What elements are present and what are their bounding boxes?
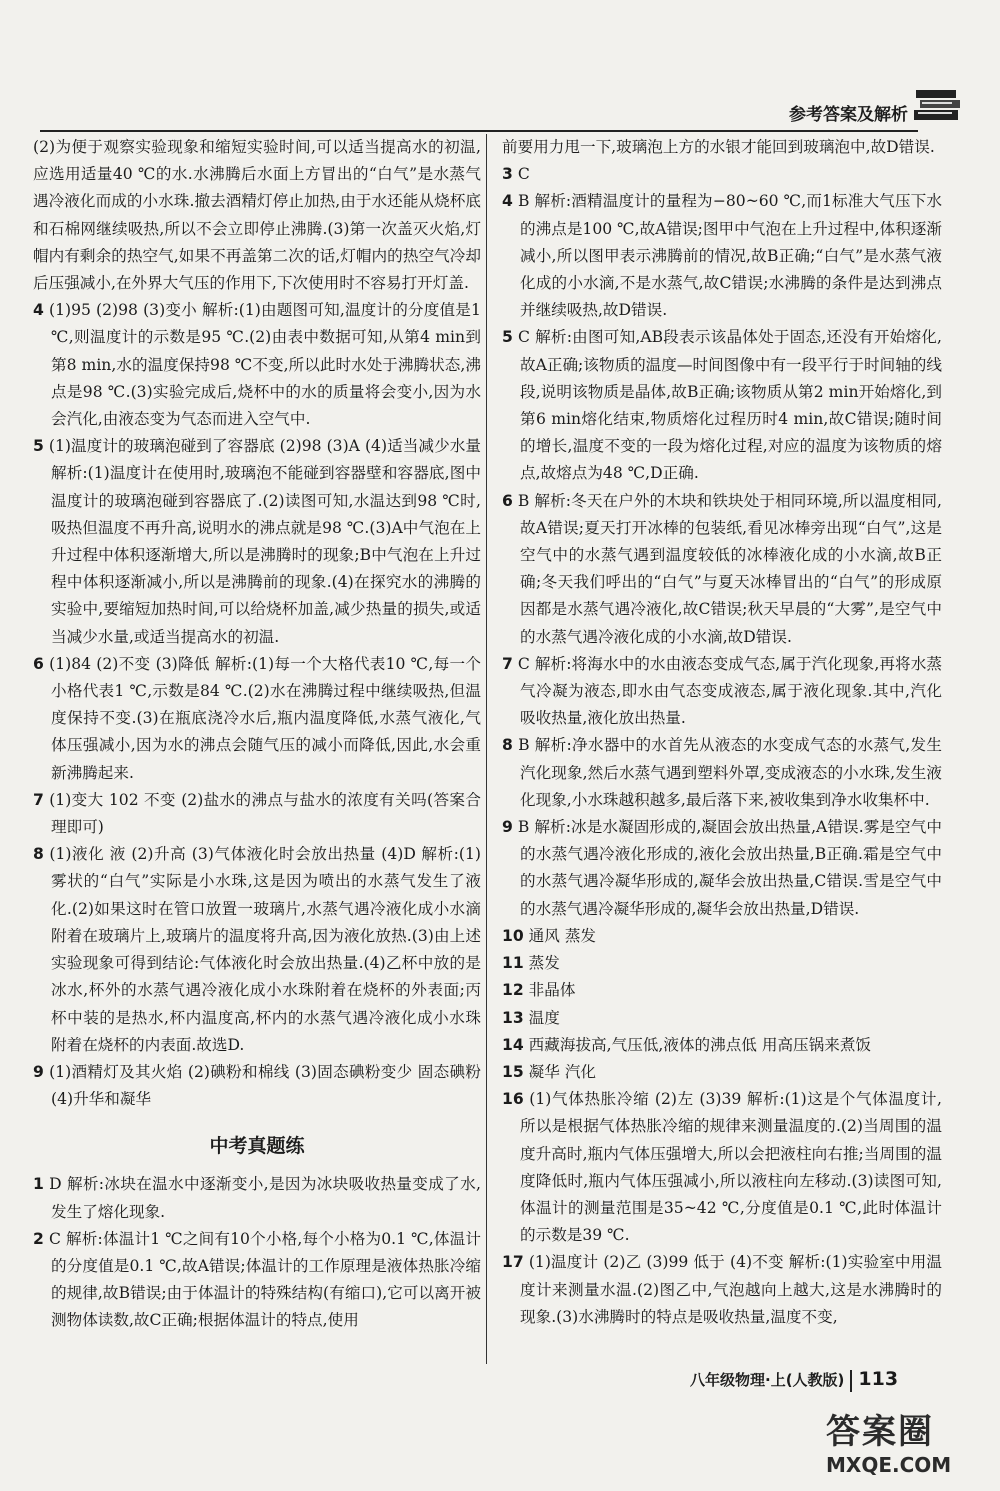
item-text: C [517, 165, 530, 184]
item-number: 10 [502, 926, 524, 945]
column-divider [486, 134, 487, 1364]
item-number: 1 [33, 1175, 44, 1194]
item-number: 8 [33, 845, 44, 864]
item-text: B 解析:冰是水凝固形成的,凝固会放出热量,A错误.雾是空气中的水蒸气遇冷液化形成的,液化会放出热量,B正确.霜是空气中的水蒸气遇冷凝华形成的,凝华会放出热量,C错误.雪是空气中的水蒸气遇冷凝华形成的,凝华会放出热量,D错误. [517, 818, 942, 918]
item-text: C 解析:由图可知,AB段表示该晶体处于固态,还没有开始熔化,故A正确;该物质的温度—时间图像中有一段平行于时间轴的线段,说明该物质是晶体,故B正确;该物质从第2 min开始熔化,到第6 min熔化结束,物质熔化过程历时4 min,故C错误;随时间的增长,温度不变的一段为熔化过程,对应的温度为该物质的熔点,故熔点为48 ℃,D正确. [518, 328, 942, 483]
right-column [502, 134, 942, 1331]
item-text: (1)气体热胀冷缩 (2)左 (3)39 解析:(1)这是个气体温度计,所以是根据气体热胀冷缩的规律来测量温度的.(2)当周围的温度升高时,瓶内气体压强增大,所以会把液柱向右推;当周围的温度降低时,瓶内气体压强减小,所以液柱向左移动.(3)读图可知,体温计的测量范围是35~42 ℃,分度值是0.1 ℃,此时体温计的示数是39 ℃. [520, 1090, 942, 1245]
answer-item [502, 1249, 942, 1331]
answer-item [502, 134, 942, 161]
item-text: (1)95 (2)98 (3)变小 解析:(1)由题图可知,温度计的分度值是1 ℃,则温度计的示数是95 ℃.(2)由表中数据可知,从第4 min到第8 min,水的温度保持98 ℃不变,所以此时水处于沸腾状态,沸点是98 ℃.(3)实验完成后,烧杯中的水的质量将会变小,因为水会汽化,由液态变为气态而进入空气中. [48, 301, 481, 429]
item-number: 8 [502, 736, 513, 755]
page-footer [690, 1368, 898, 1402]
page-header [40, 96, 918, 132]
item-text: (1)温度计 (2)乙 (3)99 低于 (4)不变 解析:(1)实验室中用温度计来测量水温.(2)图乙中,气泡越向上越大,这是水沸腾时的现象.(3)水沸腾时的特点是吸收热量,温度不变, [520, 1253, 942, 1326]
item-number: 12 [502, 981, 524, 1000]
item-text: (2)为便于观察实验现象和缩短实验时间,可以适当提高水的初温,应选用适量40 ℃的水.水沸腾后水面上方冒出的“白气”是水蒸气遇冷液化而成的小水珠.撤去酒精灯停止加热,由于水还能从烧杯底和石棉网继续吸热,所以不会立即停止沸腾.(3)第一次盖灭火焰,灯帽内有剩余的热空气,如果不再盖第二次的话,灯帽内的热空气冷却后压强减小,在外界大气压的作用下,下次使用时不容易打开灯盖. [33, 138, 481, 293]
item-number: 15 [502, 1062, 524, 1081]
item-text: C 解析:将海水中的水由液态变成气态,属于汽化现象,再将水蒸气冷凝为液态,即水由气态变成液态,属于液化现象.其中,汽化吸收热量,液化放出热量. [517, 654, 942, 728]
item-number: 5 [502, 328, 513, 347]
answer-item [33, 1226, 481, 1335]
item-number: 7 [502, 654, 513, 673]
answer-item [502, 732, 942, 814]
answer-item [502, 1032, 942, 1059]
answer-item [502, 1086, 942, 1249]
answer-item [502, 488, 942, 651]
footer-divider [850, 1370, 852, 1392]
page-number: 113 [858, 1368, 899, 1390]
item-number: 14 [502, 1035, 524, 1054]
item-text: 温度 [528, 1008, 560, 1027]
watermark-site: MXQE.COM [826, 1453, 952, 1477]
answer-item [33, 1171, 481, 1225]
answer-item [502, 324, 942, 487]
item-text: (1)变大 102 不变 (2)盐水的沸点与盐水的浓度有关吗(答案合理即可) [49, 790, 481, 837]
answer-item [502, 814, 942, 923]
item-number: 4 [502, 192, 513, 211]
item-number: 6 [502, 491, 513, 510]
answer-item [502, 188, 942, 324]
header-title: 参考答案及解析 [789, 105, 908, 125]
watermark-logo [826, 1404, 966, 1480]
answer-item [33, 787, 481, 841]
item-text: (1)温度计的玻璃泡碰到了容器底 (2)98 (3)A (4)适当减少水量 解析:(1)温度计在使用时,玻璃泡不能碰到容器壁和容器底,图中温度计的玻璃泡碰到容器底了.(2)读图可知,水温达到98 ℃时,吸热但温度不再升高,说明水的沸点就是98 ℃.(3)A中气泡在上升过程中体积逐渐增大,所以是沸腾时的现象;B中气泡在上升过程中体积逐渐减小,所以是沸腾前的现象.(4)在探究水的沸腾的实验中,要缩短加热时间,可以给烧杯加盖,减少热量的损失,或适当减少水量,或适当提高水的初温. [48, 437, 481, 646]
item-text: B 解析:净水器中的水首先从液态的水变成气态的水蒸气,发生汽化现象,然后水蒸气遇到塑料外罩,变成液态的小水珠,发生液化现象,小水珠越积越多,最后落下来,被收集到净水收集杯中. [518, 736, 942, 809]
answer-item [502, 1005, 942, 1032]
answer-item [502, 651, 942, 733]
item-text: D 解析:冰块在温水中逐渐变小,是因为冰块吸收热量变成了水,发生了熔化现象. [49, 1175, 481, 1221]
item-number: 4 [33, 301, 44, 320]
item-text: (1)液化 液 (2)升高 (3)气体液化时会放出热量 (4)D 解析:(1)雾状的“白气”实际是小水珠,这是因为喷出的水蒸气发生了液化.(2)如果这时在管口放置一玻璃片,水蒸气遇冷液化成小水滴附着在玻璃片上,玻璃片的温度将升高,因为液化放热.(3)由上述实验现象可得到结论:气体液化时会放出热量.(4)乙杯中放的是冰水,杯外的水蒸气遇冷液化成小水珠附着在烧杯的外表面;丙杯中装的是热水,杯内温度高,杯内的水蒸气遇冷液化成小水珠附着在烧杯的内表面.故选D. [49, 845, 481, 1054]
answer-item [502, 161, 942, 188]
answer-item [502, 923, 942, 950]
item-number: 3 [502, 165, 513, 184]
item-number: 9 [33, 1062, 44, 1081]
answer-item [33, 433, 481, 651]
item-text: 通风 蒸发 [528, 926, 597, 945]
item-text: (1)84 (2)不变 (3)降低 解析:(1)每一个大格代表10 ℃,每一个小格代表1 ℃,示数是84 ℃.(2)水在沸腾过程中继续吸热,但温度保持不变.(3)在瓶底浇冷水后,瓶内温度降低,水蒸气液化,气体压强减小,因为水的沸点会随气压的减小而降低,因此,水会重新沸腾起来. [49, 654, 481, 782]
item-text: 凝华 汽化 [528, 1062, 597, 1081]
answer-item [33, 1059, 481, 1113]
section-title: 中考真题练 [209, 1135, 305, 1158]
answer-item [33, 651, 481, 787]
item-text: 前要用力甩一下,玻璃泡上方的水银才能回到玻璃泡中,故D错误. [502, 138, 935, 156]
watermark-logo-text: 答案圈 [826, 1412, 934, 1452]
item-number: 7 [33, 790, 44, 809]
answer-item [502, 950, 942, 977]
item-number: 9 [502, 818, 513, 837]
answer-item [33, 841, 481, 1059]
item-number: 16 [502, 1090, 524, 1109]
item-number: 13 [502, 1008, 524, 1027]
item-text: 非晶体 [528, 981, 576, 1000]
answer-item [33, 134, 481, 297]
item-text: B 解析:冬天在户外的木块和铁块处于相同环境,所以温度相同,故A错误;夏天打开冰棒的包装纸,看见冰棒旁出现“白气”,这是空气中的水蒸气遇到温度较低的冰棒液化成的小水滴,故B正确;冬天我们呼出的“白气”与夏天冰棒冒出的“白气”的形成原因都是水蒸气遇冷液化,故C错误;秋天早晨的“大雾”,是空气中的水蒸气遇冷液化成的小水滴,故D错误. [517, 491, 942, 646]
item-number: 6 [33, 654, 44, 673]
item-text: C 解析:体温计1 ℃之间有10个小格,每个小格为0.1 ℃,体温计的分度值是0.1 ℃,故A错误;体温计的工作原理是液体热胀冷缩的规律,故B错误;由于体温计的特殊结构(有缩口),它可以离开被测物体读数,故C正确;根据体温计的特点,使用 [48, 1229, 481, 1330]
answer-item [502, 1059, 942, 1086]
item-number: 2 [33, 1229, 44, 1248]
item-number: 17 [502, 1253, 524, 1272]
item-text: B 解析:酒精温度计的量程为−80~60 ℃,而1标准大气压下水的沸点是100 ℃,故A错误;图甲中气泡在上升过程中,体积逐渐减小,所以图甲表示沸腾前的情况,故B正确;“白气”是水蒸气液化成的小水滴,不是水蒸气,故C错误;水沸腾的条件是达到沸点并继续吸热,故D错误. [517, 192, 942, 320]
item-number: 5 [33, 437, 44, 456]
item-number: 11 [502, 954, 524, 973]
answer-item [502, 977, 942, 1004]
left-column [33, 134, 481, 1335]
answer-item [33, 297, 481, 433]
item-text: (1)酒精灯及其火焰 (2)碘粉和棉线 (3)固态碘粉变少 固态碘粉 (4)升华和凝华 [49, 1062, 481, 1109]
footer-book-title: 八年级物理·上(人教版) [690, 1371, 845, 1389]
item-text: 西藏海拔高,气压低,液体的沸点低 用高压锅来煮饭 [528, 1035, 872, 1054]
books-icon [912, 86, 964, 126]
item-text: 蒸发 [528, 954, 560, 973]
